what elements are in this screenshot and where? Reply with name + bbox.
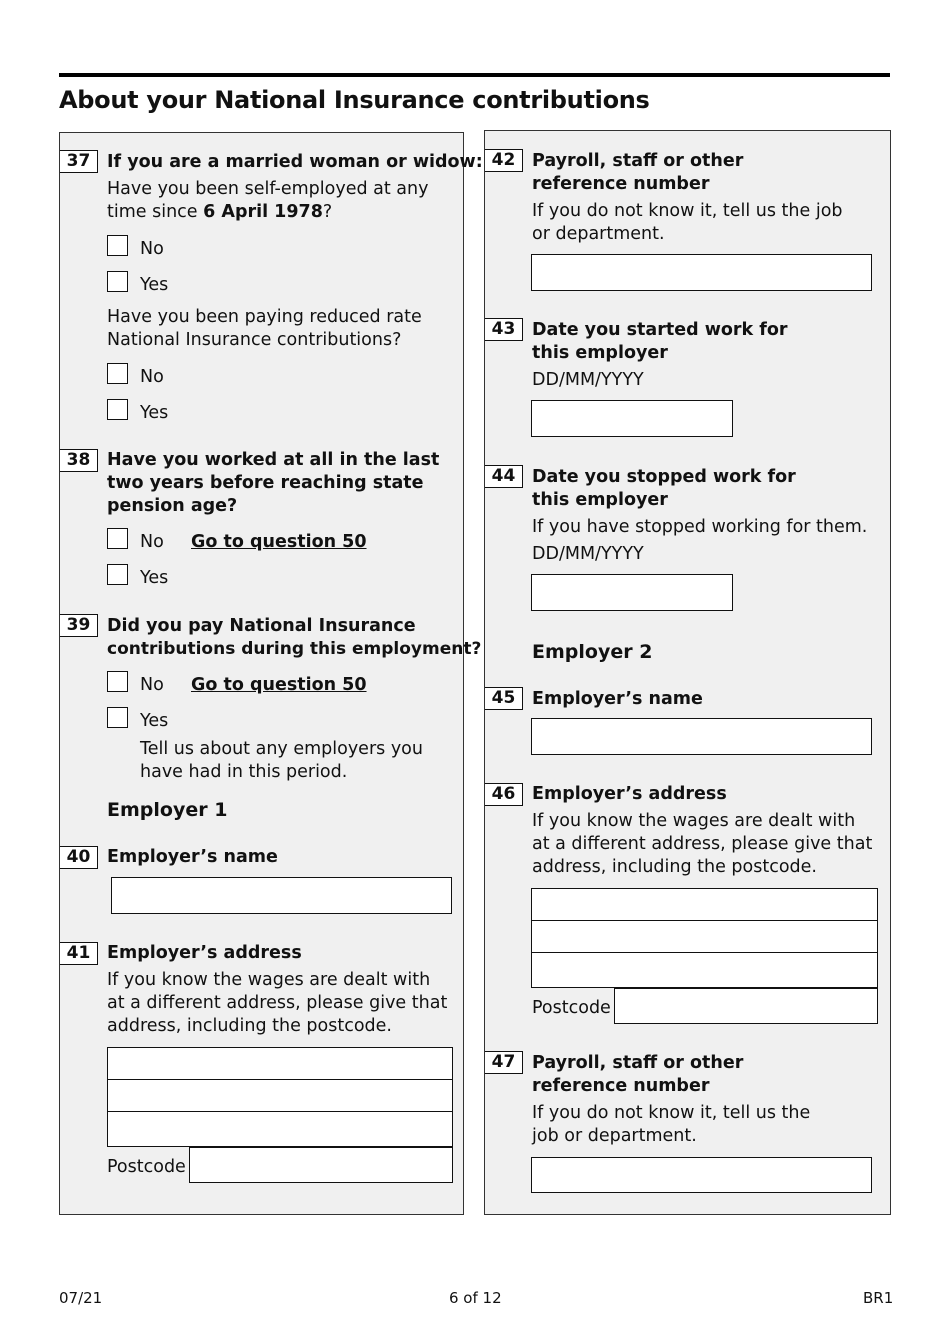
q38-title-line2: two years before reaching state <box>107 473 424 493</box>
employer-1-start-date-input[interactable] <box>531 400 733 437</box>
top-rule <box>59 73 890 77</box>
q44-hint: If you have stopped working for them. <box>532 517 868 537</box>
q37-b-no-label: No <box>140 367 164 387</box>
q37-question-b-line2: National Insurance contributions? <box>107 330 402 350</box>
question-number-40: 40 <box>60 846 98 869</box>
q46-title: Employer’s address <box>532 784 727 804</box>
q37-a-yes-label: Yes <box>140 275 169 295</box>
q39-note-line1: Tell us about any employers you <box>140 739 423 759</box>
q38-title-line3: pension age? <box>107 496 238 516</box>
q37-a-no-label: No <box>140 239 164 259</box>
q38-title-line1: Have you worked at all in the last <box>107 450 440 470</box>
employer-2-postcode-input[interactable] <box>614 988 878 1024</box>
question-number-38: 38 <box>60 449 98 472</box>
q37-b-yes-checkbox[interactable] <box>107 399 128 420</box>
q42-title-line2: reference number <box>532 174 710 194</box>
employer-2-postcode-label: Postcode <box>532 998 611 1018</box>
employer-2-reference-input[interactable] <box>531 1157 872 1193</box>
q46-hint-line3: address, including the postcode. <box>532 857 817 877</box>
q39-yes-checkbox[interactable] <box>107 707 128 728</box>
q41-hint-line3: address, including the postcode. <box>107 1016 392 1036</box>
q39-title-line2: contributions during this employment? <box>107 639 482 659</box>
q41-hint-line2: at a different address, please give that <box>107 993 448 1013</box>
q41-hint-line1: If you know the wages are dealt with <box>107 970 431 990</box>
employer-1-heading: Employer 1 <box>107 799 228 821</box>
question-number-46: 46 <box>485 783 523 806</box>
q44-title-line1: Date you stopped work for <box>532 467 796 487</box>
q44-title-line2: this employer <box>532 490 668 510</box>
q38-yes-label: Yes <box>140 568 169 588</box>
q39-note-line2: have had in this period. <box>140 762 348 782</box>
q43-title-line2: this employer <box>532 343 668 363</box>
question-number-42: 42 <box>485 149 523 172</box>
employer-2-name-input[interactable] <box>531 718 872 755</box>
q38-goto-link[interactable]: Go to question 50 <box>191 532 367 552</box>
question-number-47: 47 <box>485 1051 523 1074</box>
q41-title: Employer’s address <box>107 943 302 963</box>
q37-b-no-checkbox[interactable] <box>107 363 128 384</box>
q39-yes-label: Yes <box>140 711 169 731</box>
question-number-39: 39 <box>60 614 98 637</box>
question-number-43: 43 <box>485 318 523 341</box>
q38-yes-checkbox[interactable] <box>107 564 128 585</box>
employer-1-postcode-input[interactable] <box>189 1147 453 1183</box>
q39-no-label: No <box>140 675 164 695</box>
q42-title-line1: Payroll, staff or other <box>532 151 744 171</box>
q47-title-line2: reference number <box>532 1076 710 1096</box>
footer-date-code: 07/21 <box>59 1289 103 1307</box>
employer-1-end-date-input[interactable] <box>531 574 733 611</box>
page-title: About your National Insurance contributions <box>59 86 650 114</box>
q43-title-line1: Date you started work for <box>532 320 788 340</box>
q47-title-line1: Payroll, staff or other <box>532 1053 744 1073</box>
q47-hint-line1: If you do not know it, tell us the <box>532 1103 811 1123</box>
employer-1-reference-input[interactable] <box>531 254 872 291</box>
employer-1-address-line1[interactable] <box>107 1047 453 1081</box>
q37-question-b-line1: Have you been paying reduced rate <box>107 307 422 327</box>
q40-title: Employer’s name <box>107 847 278 867</box>
q39-title-line1: Did you pay National Insurance <box>107 616 416 636</box>
q45-title: Employer’s name <box>532 689 703 709</box>
q46-hint-line1: If you know the wages are dealt with <box>532 811 856 831</box>
q37-question-a-line1: Have you been self-employed at any <box>107 179 429 199</box>
employer-1-name-input[interactable] <box>111 877 452 914</box>
employer-2-address-line3[interactable] <box>531 952 878 988</box>
q42-hint-line1: If you do not know it, tell us the job <box>532 201 843 221</box>
q37-a-yes-checkbox[interactable] <box>107 271 128 292</box>
q38-no-checkbox[interactable] <box>107 528 128 549</box>
footer-form-code: BR1 <box>863 1289 894 1307</box>
question-number-45: 45 <box>485 687 523 710</box>
employer-2-heading: Employer 2 <box>532 641 653 663</box>
q47-hint-line2: job or department. <box>532 1126 697 1146</box>
question-number-44: 44 <box>485 465 523 488</box>
question-number-37: 37 <box>60 150 98 173</box>
employer-1-address-line2[interactable] <box>107 1079 453 1113</box>
employer-2-address-line2[interactable] <box>531 920 878 954</box>
q42-hint-line2: or department. <box>532 224 665 244</box>
q46-hint-line2: at a different address, please give that <box>532 834 873 854</box>
q37-a-no-checkbox[interactable] <box>107 235 128 256</box>
q39-no-checkbox[interactable] <box>107 671 128 692</box>
q38-no-label: No <box>140 532 164 552</box>
q44-date-format: DD/MM/YYYY <box>532 544 644 564</box>
q43-date-format: DD/MM/YYYY <box>532 370 644 390</box>
q37-b-yes-label: Yes <box>140 403 169 423</box>
q39-goto-link[interactable]: Go to question 50 <box>191 675 367 695</box>
q37-question-a-line2: time since 6 April 1978? <box>107 202 333 222</box>
employer-1-postcode-label: Postcode <box>107 1157 186 1177</box>
employer-2-address-line1[interactable] <box>531 888 878 922</box>
footer-page-number: 6 of 12 <box>449 1289 502 1307</box>
q37-title: If you are a married woman or widow: <box>107 152 483 172</box>
question-number-41: 41 <box>60 942 98 965</box>
employer-1-address-line3[interactable] <box>107 1111 453 1147</box>
